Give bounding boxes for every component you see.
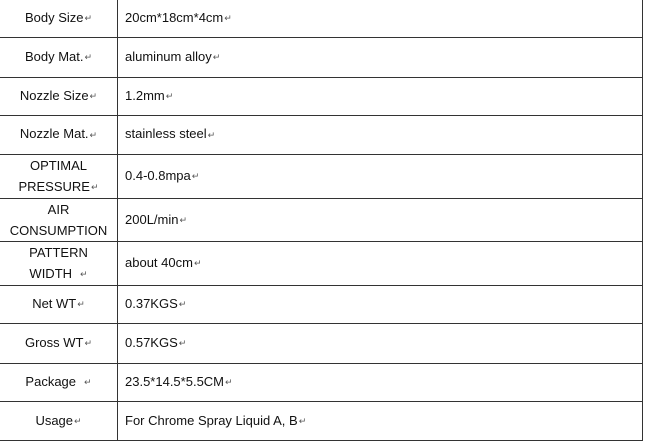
value-text: 0.37KGS	[125, 296, 178, 312]
row-value	[118, 363, 643, 401]
value-text: 1.2mm	[125, 87, 165, 103]
return-mark-icon: ↵	[77, 299, 85, 310]
return-mark-icon: ↵	[298, 415, 307, 426]
return-mark-icon: ↵	[225, 377, 233, 388]
return-mark-icon: ↵	[84, 338, 93, 349]
value-text: 0.57KGS	[125, 335, 178, 351]
label-text: Gross WT	[24, 335, 84, 351]
value-text: 23.5*14.5*5.5CM	[125, 374, 225, 390]
row-value	[118, 323, 643, 363]
table-row	[0, 363, 643, 401]
table-row	[0, 323, 643, 363]
return-mark-icon: ↵	[224, 13, 232, 24]
label-text: PRESSURE	[18, 178, 90, 194]
return-mark-icon: ↵	[89, 129, 98, 140]
row-label	[0, 0, 118, 37]
row-value	[118, 401, 643, 440]
value-text: about 40cm	[125, 255, 193, 271]
value-text: For Chrome Spray Liquid A, B	[125, 412, 298, 428]
label-text: Nozzle Size	[19, 87, 89, 103]
value-text: 200L/min	[125, 211, 179, 227]
table-row	[0, 401, 643, 440]
table-row	[0, 241, 643, 285]
table-row	[0, 154, 643, 198]
row-value	[118, 154, 643, 198]
table-row	[0, 77, 643, 115]
row-label	[0, 241, 118, 285]
return-mark-icon: ↵	[80, 268, 88, 279]
row-label	[0, 401, 118, 440]
value-text: aluminum alloy	[125, 48, 212, 64]
return-mark-icon: ↵	[84, 13, 93, 24]
label-text: CONSUMPTION	[9, 222, 108, 238]
return-mark-icon: ↵	[84, 377, 92, 388]
label-text: AIR	[47, 201, 70, 217]
return-mark-icon: ↵	[193, 258, 202, 269]
return-mark-icon: ↵	[178, 338, 187, 349]
return-mark-icon: ↵	[165, 91, 174, 102]
row-label	[0, 285, 118, 323]
label-text: Body Size	[24, 10, 84, 26]
row-label	[0, 154, 118, 198]
label-text: WIDTH	[29, 265, 73, 281]
row-label	[0, 37, 118, 77]
table-row	[0, 37, 643, 77]
return-mark-icon: ↵	[179, 214, 188, 225]
label-text: Body Mat.	[24, 48, 84, 64]
row-value	[118, 198, 643, 241]
label-text: PATTERN	[29, 244, 88, 260]
table-row	[0, 0, 643, 37]
return-mark-icon: ↵	[178, 299, 187, 310]
row-label	[0, 198, 118, 241]
row-value	[118, 115, 643, 154]
row-value	[118, 285, 643, 323]
label-text: OPTIMAL	[29, 157, 88, 173]
table-row	[0, 198, 643, 241]
row-value	[118, 0, 643, 37]
value-text: 20cm*18cm*4cm	[125, 10, 224, 26]
table-row	[0, 285, 643, 323]
label-text: Usage	[35, 412, 74, 428]
value-text: 0.4-0.8mpa	[125, 168, 191, 183]
table-row	[0, 115, 643, 154]
row-value	[118, 77, 643, 115]
row-label	[0, 77, 118, 115]
row-value	[118, 37, 643, 77]
return-mark-icon: ↵	[89, 91, 98, 102]
value-text: stainless steel	[125, 126, 207, 142]
row-label	[0, 363, 118, 401]
label-text: Nozzle Mat.	[19, 126, 89, 142]
return-mark-icon: ↵	[207, 129, 216, 140]
return-mark-icon: ↵	[84, 52, 93, 63]
label-text: Net WT	[32, 296, 77, 312]
label-text: Package	[25, 374, 77, 390]
return-mark-icon: ↵	[90, 181, 99, 192]
row-label	[0, 323, 118, 363]
row-value	[118, 241, 643, 285]
row-label	[0, 115, 118, 154]
return-mark-icon: ↵	[191, 171, 200, 182]
return-mark-icon: ↵	[74, 415, 82, 426]
return-mark-icon: ↵	[212, 52, 221, 63]
